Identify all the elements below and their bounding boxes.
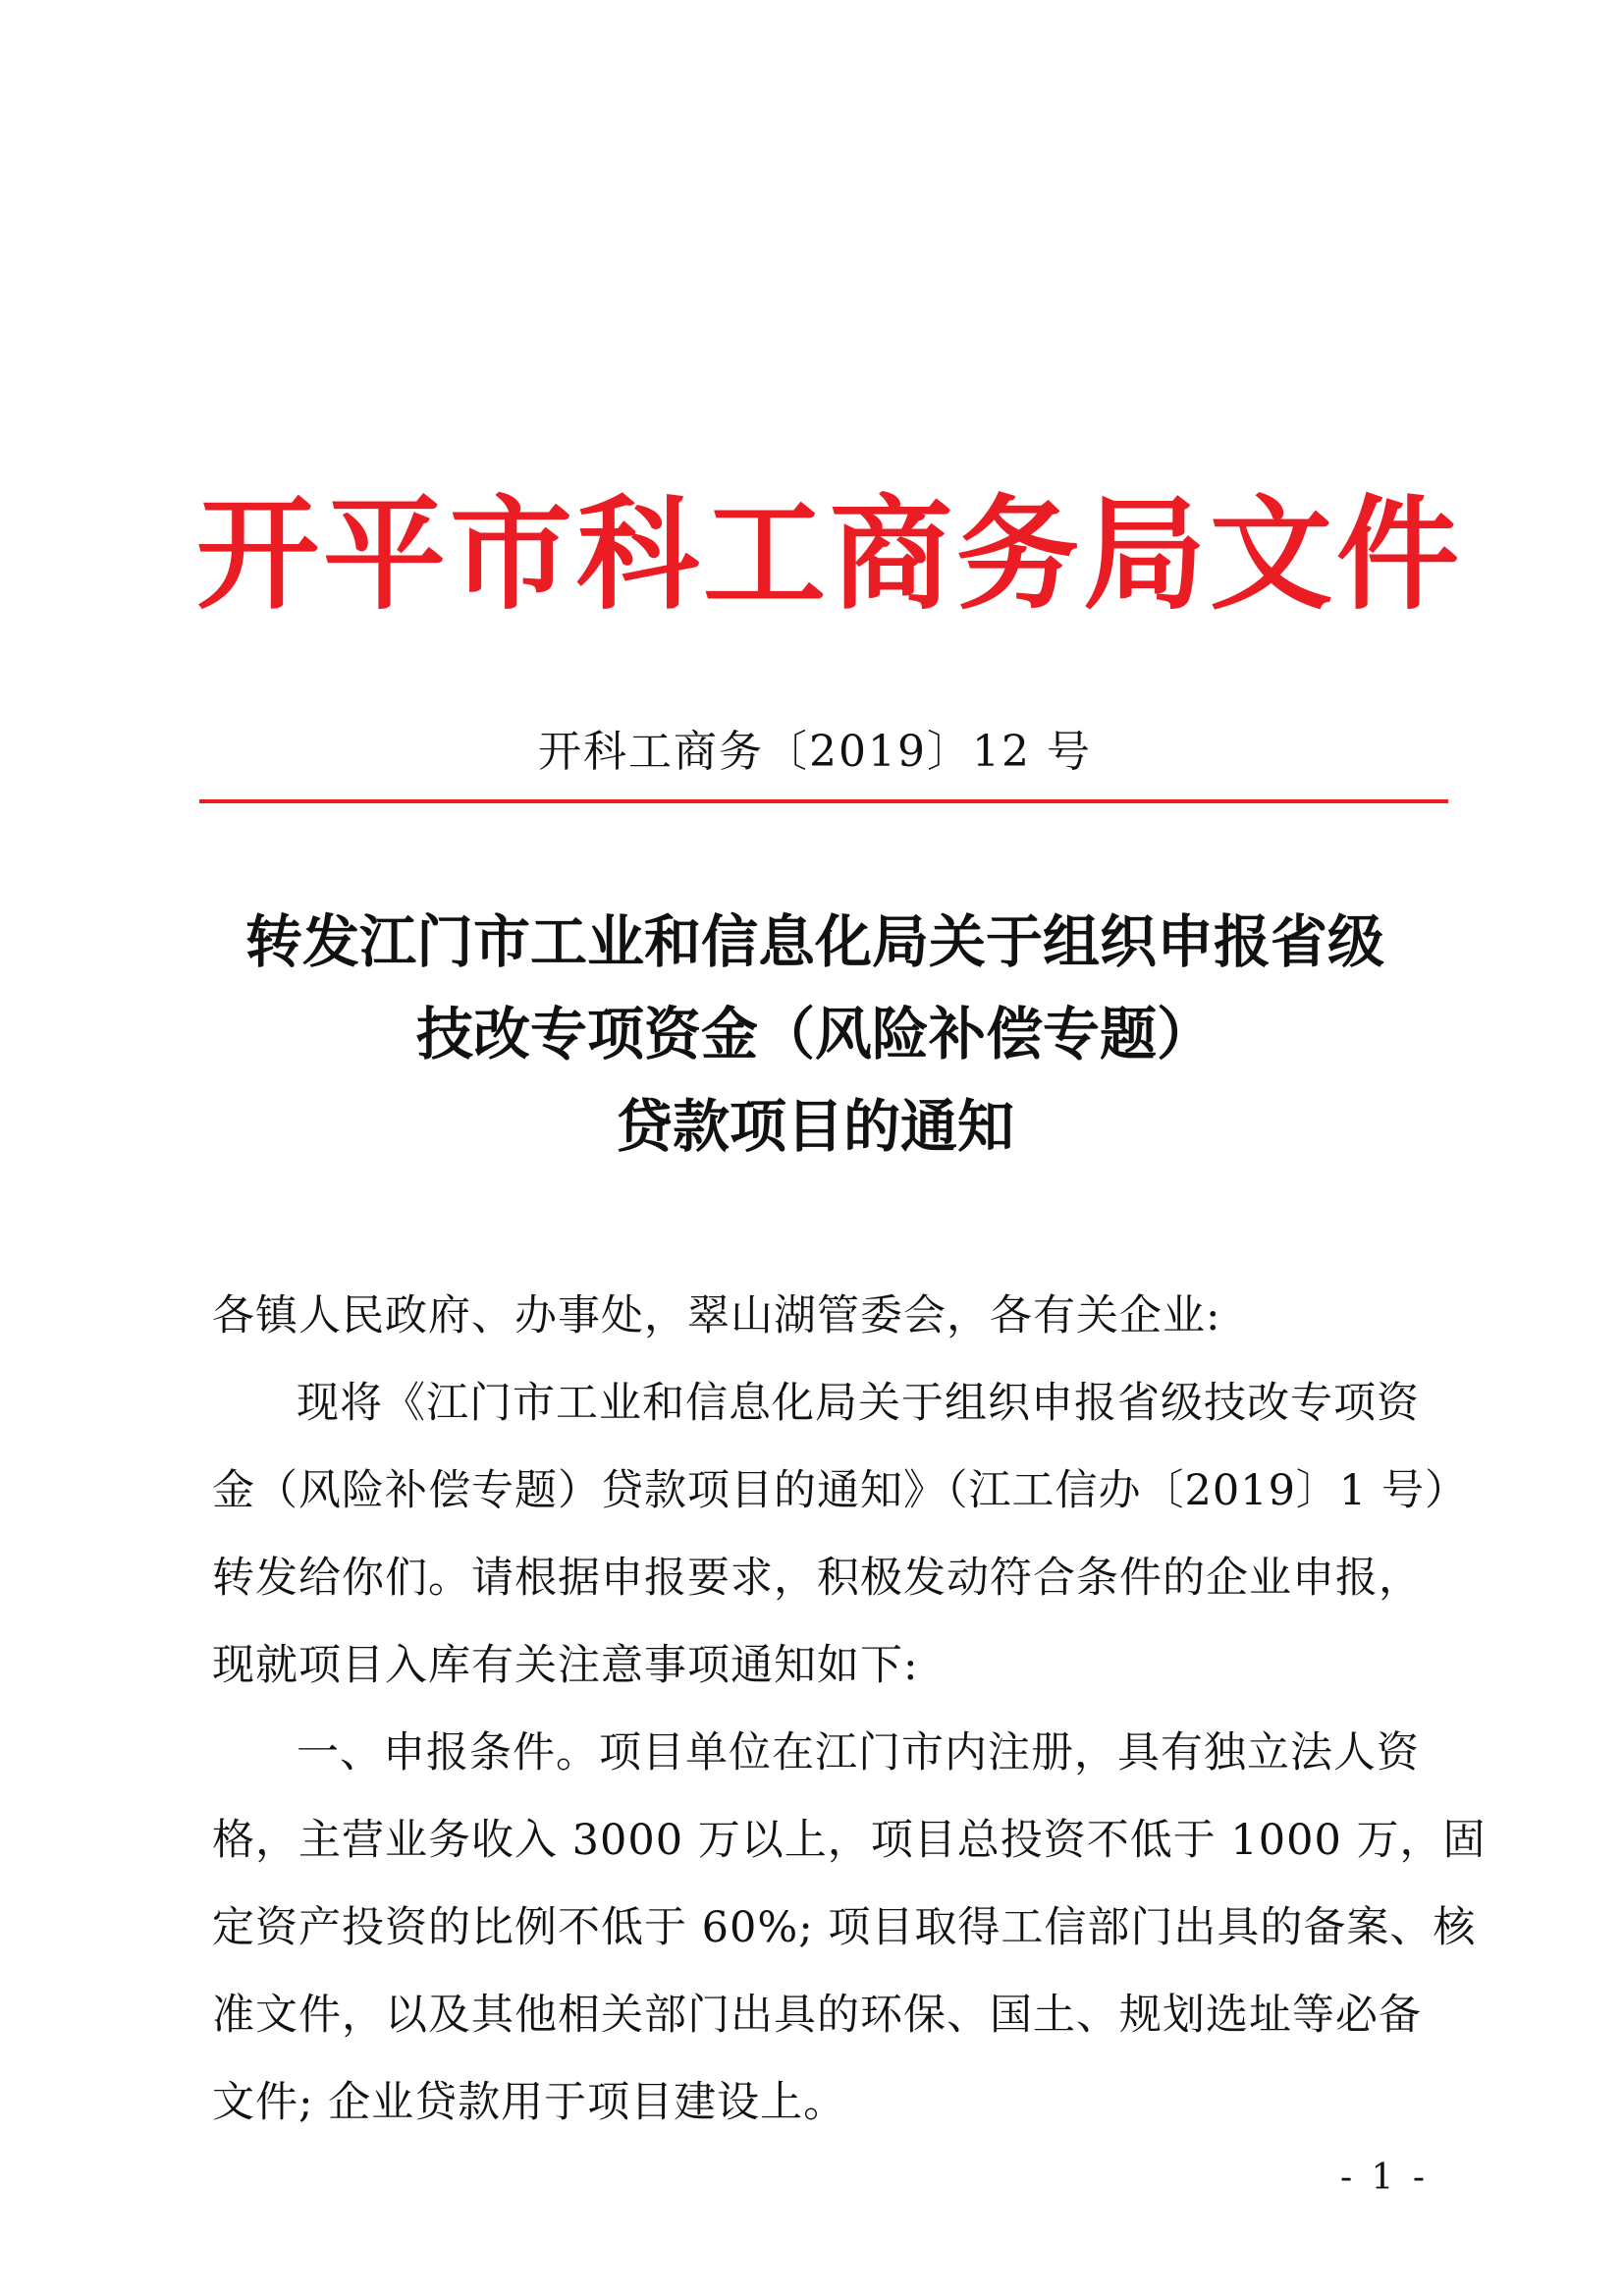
body-line: 金（风险补偿专题）贷款项目的通知》（江工信办〔2019〕1 号） bbox=[212, 1466, 1468, 1515]
salutation: 各镇人民政府、办事处，翠山湖管委会，各有关企业: bbox=[212, 1291, 1221, 1340]
title-line-2: 技改专项资金（风险补偿专题） bbox=[415, 1001, 1214, 1067]
body-line: 文件; 企业贷款用于项目建设上。 bbox=[212, 2078, 847, 2127]
title-line-1: 转发江门市工业和信息化局关于组织申报省级 bbox=[244, 908, 1384, 975]
body-line: 格，主营业务收入 3000 万以上，项目总投资不低于 1000 万，固 bbox=[212, 1816, 1487, 1865]
title-line-3: 贷款项目的通知 bbox=[615, 1093, 1014, 1160]
body-line: 准文件，以及其他相关部门出具的环保、国土、规划选址等必备 bbox=[212, 1991, 1422, 2040]
body-line: 现将《江门市工业和信息化局关于组织申报省级技改专项资 bbox=[297, 1379, 1420, 1428]
body-line: 定资产投资的比例不低于 60%; 项目取得工信部门出具的备案、核 bbox=[212, 1903, 1477, 1952]
body-line: 一、申报条件。项目单位在江门市内注册，具有独立法人资 bbox=[297, 1728, 1420, 1777]
document-number: 开科工商务〔2019〕12 号 bbox=[538, 727, 1092, 777]
document-title bbox=[196, 896, 1434, 1173]
page-number: - 1 - bbox=[1339, 2158, 1430, 2198]
body-line: 转发给你们。请根据申报要求，积极发动符合条件的企业申报， bbox=[212, 1554, 1422, 1603]
document-body bbox=[212, 1273, 1487, 2147]
body-line: 现就项目入库有关注意事项通知如下: bbox=[212, 1641, 919, 1690]
document-masthead: 开平市科工商务局文件 bbox=[196, 483, 1463, 627]
red-divider-line bbox=[199, 799, 1448, 803]
